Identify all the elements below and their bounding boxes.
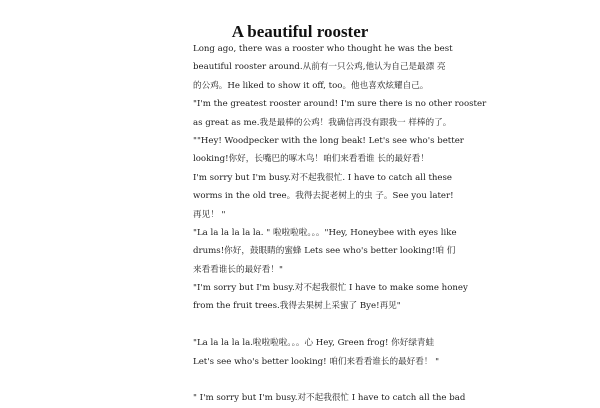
text-line: 的公鸡。He liked to show it off, too。他也喜欢炫耀自己。 <box>193 80 429 91</box>
text-line: " I'm sorry but I'm busy.对不起我很忙 I have to catch all the bad <box>193 393 466 404</box>
text-line: "La la la la la.啦啦啦啦。。。心 Hey, Green frog! 你好绿青蛙 <box>193 338 435 349</box>
text-line: "La la la la la la. " 啦啦啦啦。。。"Hey, Honeybee with eyes like <box>193 227 457 238</box>
document-title: A beautiful rooster <box>231 22 369 41</box>
text-line: Long ago, there was a rooster who thought he was the best <box>193 44 453 54</box>
text-line: 再见！ " <box>193 209 226 220</box>
blank-line <box>193 316 408 334</box>
text-line: ""Hey! Woodpecker with the long beak! Let's see who's better <box>193 135 464 146</box>
blank-line <box>193 371 408 389</box>
text-line: worms in the old tree。我得去捉老树上的虫 子。See you later! <box>193 191 454 202</box>
text-line: "I'm sorry but I'm busy.对不起我很忙 I have to make some honey <box>193 283 468 294</box>
text-line: from the fruit trees.我得去果树上采蜜了 Bye!再见" <box>193 301 401 312</box>
text-line: looking!你好，长嘴巴的啄木鸟！咱们来看看谁 长的最好看！ <box>193 154 429 165</box>
text-line: beautiful rooster around.从前有一只公鸡,他认为自己是最漂 亮 <box>193 62 446 73</box>
text-line: drums!你好，鼓眼睛的蜜蜂 Lets see who's better looking!咱 们 <box>193 246 456 257</box>
story-text <box>193 40 487 408</box>
text-line: "I'm the greatest rooster around! I'm sure there is no other rooster <box>193 99 487 110</box>
text-line: I'm sorry but I'm busy.对不起我很忙. I have to catch all these <box>193 172 453 183</box>
text-line: 来看看谁长的最好看！" <box>193 264 283 275</box>
text-line: Let's see who's better looking! 咱们来看看谁长的最好看！ " <box>193 356 440 367</box>
text-line: as great as me.我是最棒的公鸡！我确信再没有跟我一 样棒的了。 <box>193 117 452 128</box>
